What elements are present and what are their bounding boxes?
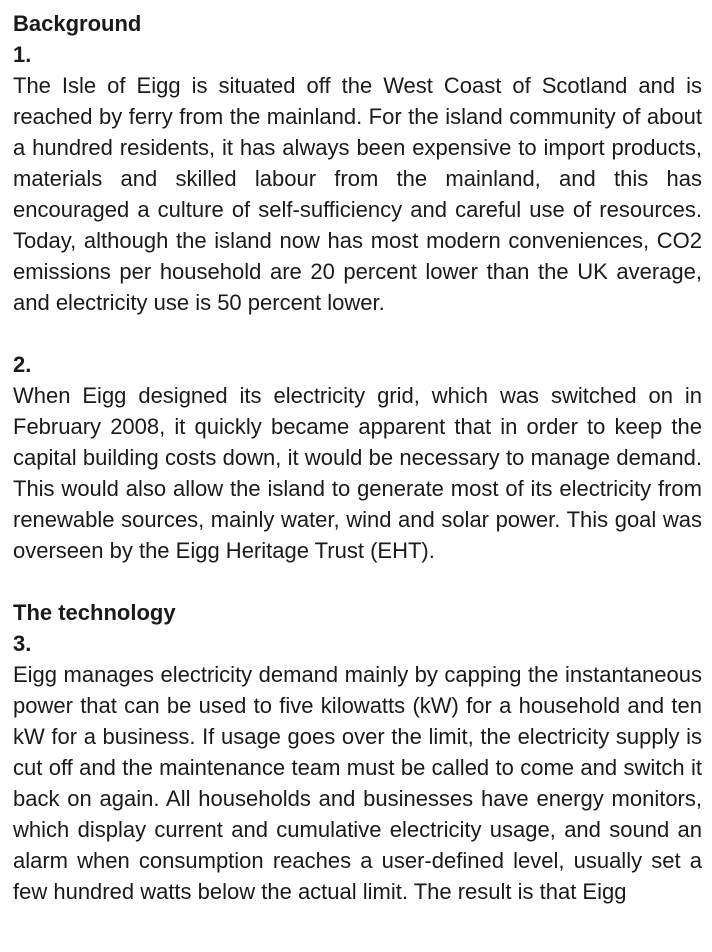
section-spacer: [13, 566, 702, 597]
paragraph-3: Eigg manages electricity demand mainly by capping the instantaneous power that can be used to five kilowatts (kW) for a household and ten kW for a business. If usage goes over the limit, the electricity supply is cut off and the maintenance team must be called to come and switch it back on again. All households and businesses have energy monitors, which display current and cumulative electricity usage, and sound an alarm when consumption reaches a user-defined level, usually set a few hundred watts below the actual limit. The result is that Eigg: [13, 662, 702, 904]
paragraph-1: The Isle of Eigg is situated off the West Coast of Scotland and is reached by ferry from the mainland. For the island community of about a hundred residents, it has always been expensive to import products, materials and skilled labour from the mainland, and this has encouraged a culture of self-sufficiency and careful use of resources. Today, although the island now has most modern conveniences, CO2 emissions per household are 20 percent lower than the UK average, and electricity use is 50 percent lower.: [13, 73, 702, 315]
document-page: [13, 8, 702, 907]
section-heading-technology: The technology: [13, 600, 176, 625]
paragraph-number-1: 1.: [13, 42, 32, 67]
section-heading-background: Background: [13, 11, 142, 36]
paragraph-number-2: 2.: [13, 352, 32, 377]
paragraph-2: When Eigg designed its electricity grid, which was switched on in February 2008, it quickly became apparent that in order to keep the capital building costs down, it would be necessary to manage demand. This would also allow the island to generate most of its electricity from renewable sources, mainly water, wind and solar power. This goal was overseen by the Eigg Heritage Trust (EHT).: [13, 383, 702, 563]
paragraph-number-3: 3.: [13, 631, 32, 656]
paragraph-spacer: [13, 318, 702, 349]
